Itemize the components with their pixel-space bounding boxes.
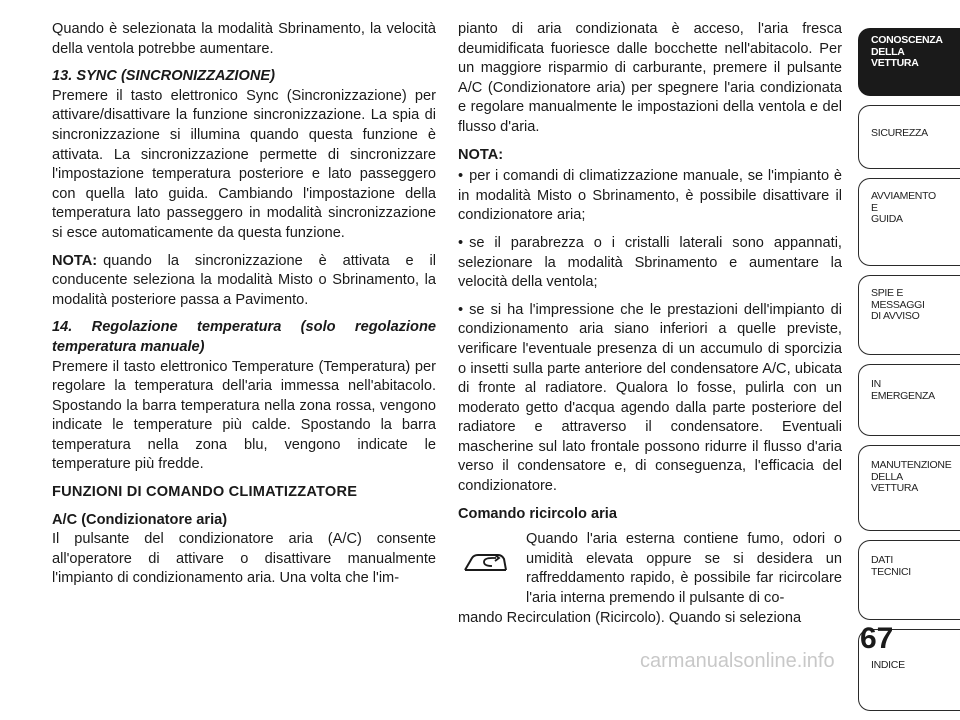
page-number: 67 bbox=[860, 622, 894, 655]
tab-label-line: TECNICI bbox=[871, 565, 911, 578]
tab-label-line: E bbox=[871, 201, 878, 214]
tab-label-line: EMERGENZA bbox=[871, 389, 935, 402]
ricircolo-heading: Comando ricircolo aria bbox=[458, 505, 617, 522]
tab-label-line: VETTURA bbox=[871, 57, 919, 69]
watermark: carmanualsonline.info bbox=[640, 650, 835, 672]
tab-label-line: INDICE bbox=[871, 659, 905, 671]
note-text: quando la sincronizzazione è attivata e il conducente seleziona la modalità Misto o Sbrinamento, la modalità posteriore passa a Pavimento. bbox=[52, 252, 436, 308]
temperature-heading: 14. Regolazione temperatura (solo regolazione temperatura manuale) bbox=[52, 319, 436, 355]
tab-manutenzione-della-vettura[interactable] bbox=[858, 445, 960, 531]
funzioni-heading: FUNZIONI DI COMANDO CLIMATIZZATORE bbox=[52, 484, 358, 501]
ac-continued-paragraph: pianto di aria condizionata è acceso, l'aria fresca deumidificata fuoriesce dalle bocchette nell'abitacolo. Per un maggiore risparmio di carburante, premere il pulsante A/C (Condizionatore aria) per spegnere l'aria condizionata e regolare manualmente le impostazioni della ventola e del flusso d'aria. bbox=[458, 21, 842, 135]
tab-avviamento-e-guida[interactable] bbox=[858, 178, 960, 266]
intro-paragraph: Quando è selezionata la modalità Sbrinamento, la velocità della ventola potrebbe aumentare. bbox=[52, 21, 436, 57]
tab-label-line: SICUREZZA bbox=[871, 127, 928, 139]
bullet-text: se il parabrezza o i cristalli laterali sono appannati, selezionare la modalità Sbrinamento e aumentare la velocità della ventola; bbox=[458, 234, 842, 291]
tab-label-line: DELLA bbox=[871, 45, 905, 58]
tab-label-line: IN bbox=[871, 378, 881, 390]
tab-label-line: MANUTENZIONE bbox=[871, 459, 952, 471]
tab-in-emergenza[interactable] bbox=[858, 364, 960, 436]
temperature-paragraph: Premere il tasto elettronico Temperature (Temperatura) per regolare la temperatura dell'aria immessa nell'abitacolo. Spostando la barra temperatura nella zona rossa, vengono indicate le temperature più calde. Spostando la barra temperatura nella zona blu, vengono indicate le temperature più fredde. bbox=[52, 358, 436, 473]
bullet-text: se si ha l'impressione che le prestazioni dell'impianto di condizionamento aria siano inferiori a quelle previste, verificare l'eventuale presenza di un accumulo di sporcizia o insetti sulla parte anteriore del condensatore A/C, ubicata di fronte al radiatore. Qualora lo fosse, pulirla con un moderato getto d'acqua agendo dalla parte posteriore del radiatore e attraverso il condensatore. Eventuali mascherine sul lato frontale possono ridurre il flusso d'aria verso il condensatore e, di conseguenza, l'efficacia del condizionatore. bbox=[458, 301, 842, 495]
bullet-item: • se si ha l'impressione che le prestazioni dell'impianto di condizionamento aria siano inferiori a quelle previste, verificare l'eventuale presenza di un accumulo di sporcizia o insetti sulla parte anteriore del condensatore A/C, ubicata di fronte al radiatore. Qualora lo fosse, pulirla con un moderato getto d'acqua agendo dalla parte posteriore del radiatore e attraverso il condensatore. Eventuali mascherine sul lato frontale possono ridurre il flusso d'aria verso il condensatore e, di conseguenza, l'efficacia del condizionatore. bbox=[458, 301, 842, 495]
tab-label-line: DELLA bbox=[871, 470, 903, 483]
note-heading: NOTA: bbox=[458, 146, 504, 163]
ac-heading: A/C (Condizionatore aria) bbox=[52, 511, 228, 528]
bullet-item: • per i comandi di climatizzazione manuale, se l'impianto è in modalità Misto o Sbrinamento, è possibile disattivare il condizionatore aria; bbox=[458, 168, 842, 224]
ac-paragraph: Il pulsante del condizionatore aria (A/C) consente all'operatore di attivare o disattivare manualmente l'impianto di condizionamento aria. Una volta che l'im- bbox=[52, 531, 436, 587]
right-column bbox=[458, 20, 842, 628]
tab-label-line: DATI bbox=[871, 554, 893, 566]
note-label: NOTA: bbox=[52, 252, 98, 269]
note-paragraph bbox=[52, 252, 436, 311]
tab-spie-e-messaggi[interactable] bbox=[858, 275, 960, 355]
bullet-text: per i comandi di climatizzazione manuale, se l'impianto è in modalità Misto o Sbrinamento, è possibile disattivare il condizionatore aria; bbox=[458, 168, 842, 224]
tab-label-line: GUIDA bbox=[871, 213, 903, 225]
sync-paragraph: Premere il tasto elettronico Sync (Sincronizzazione) per attivare/disattivare la funzione sincronizzazione. La spia di sincronizzazione si illumina quando questa funzione è attivata. La sincronizzazione permette di sincronizzare l'impostazione temperatura posteriore e lato passeggero con quella lato guida. Cambiando l'impostazione della temperatura lato passeggero in modalità sincronizzazione si esce automaticamente da questa funzione. bbox=[52, 87, 436, 241]
tab-label-line: VETTURA bbox=[871, 482, 918, 494]
tab-label-line: MESSAGGI bbox=[871, 298, 925, 311]
bullet-item: • se il parabrezza o i cristalli laterali sono appannati, selezionare la modalità Sbrinamento e aumentare la velocità della ventola; bbox=[458, 234, 842, 291]
section-tabs bbox=[858, 28, 960, 720]
ricircolo-continued: mando Recirculation (Ricircolo). Quando si seleziona bbox=[458, 609, 802, 626]
ricircolo-block bbox=[458, 530, 842, 608]
tab-label-line: DI AVVISO bbox=[871, 310, 920, 322]
left-column bbox=[52, 20, 436, 597]
tab-sicurezza[interactable] bbox=[858, 105, 960, 169]
ricircolo-paragraph: Quando l'aria esterna contiene fumo, odori o umidità elevata oppure se si desidera un raffreddamento rapido, è possibile far ricircolare l'aria interna premendo il pulsante di co- bbox=[526, 531, 842, 607]
recirculation-icon bbox=[462, 550, 508, 576]
tab-conoscenza-della-vettura[interactable] bbox=[858, 28, 960, 96]
tab-label-line: SPIE E bbox=[871, 287, 904, 299]
tab-dati-tecnici[interactable] bbox=[858, 540, 960, 620]
tab-label-line: AVVIAMENTO bbox=[871, 190, 936, 202]
tab-label-line: CONOSCENZA bbox=[871, 34, 943, 46]
sync-heading: 13. SYNC (SINCRONIZZAZIONE) bbox=[52, 68, 275, 85]
